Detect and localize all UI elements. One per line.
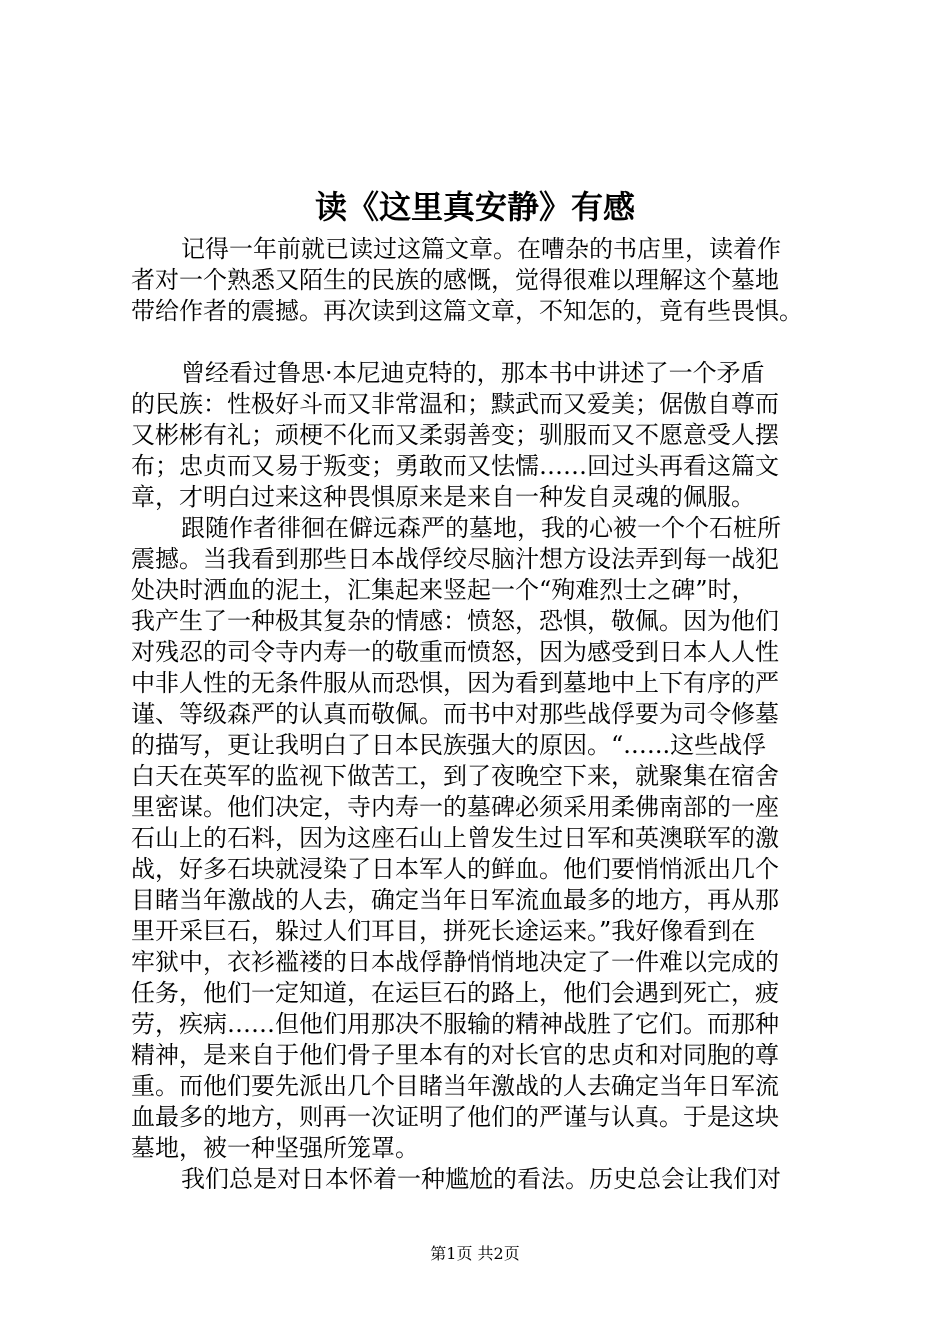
text-line: 又彬彬有礼；顽梗不化而又柔弱善变；驯服而又不愿意受人摆 — [131, 421, 779, 449]
paragraph-gap — [131, 327, 833, 358]
paragraph-1 — [131, 234, 833, 327]
text-line: 谨、等级森严的认真而敬佩。而书中对那些战俘要为司令修墓 — [131, 700, 779, 728]
text-line: 中非人性的无条件服从而恐惧，因为看到墓地中上下有序的严 — [131, 669, 779, 697]
text-line: 我们总是对日本怀着一种尴尬的看法。历史总会让我们对 — [181, 1165, 781, 1193]
text-line: 白天在英军的监视下做苦工，到了夜晚空下来，就聚集在宿舍 — [131, 762, 779, 790]
text-line: 章，才明白过来这种畏惧原来是来自一种发自灵魂的佩服。 — [131, 483, 755, 511]
text-line: 目睹当年激战的人去，确定当年日军流血最多的地方，再从那 — [131, 886, 779, 914]
text-line: 震撼。当我看到那些日本战俘绞尽脑汁想方设法弄到每一战犯 — [131, 545, 779, 573]
text-line: 里开采巨石，躲过人们耳目，拼死长途运来。”我好像看到在 — [131, 917, 756, 945]
text-line: 牢狱中，衣衫褴褛的日本战俘静悄悄地决定了一件难以完成的 — [131, 948, 779, 976]
text-line: 里密谋。他们决定，寺内寿一的墓碑必须采用柔佛南部的一座 — [131, 793, 779, 821]
text-line: 处决时洒血的泥土，汇集起来竖起一个“殉难烈士之碑”时， — [131, 576, 756, 604]
text-line: 重。而他们要先派出几个目睹当年激战的人去确定当年日军流 — [131, 1072, 779, 1100]
paragraph-2 — [131, 358, 833, 513]
text-line: 精神，是来自于他们骨子里本有的对长官的忠贞和对同胞的尊 — [131, 1041, 779, 1069]
paragraph-4 — [131, 1164, 833, 1195]
text-line: 跟随作者徘徊在僻远森严的墓地，我的心被一个个石桩所 — [181, 514, 781, 542]
text-line: 血最多的地方，则再一次证明了他们的严谨与认真。于是这块 — [131, 1103, 779, 1131]
article-body — [131, 234, 833, 1195]
text-line: 任务，他们一定知道，在运巨石的路上，他们会遇到死亡，疲 — [131, 979, 779, 1007]
text-line: 的描写，更让我明白了日本民族强大的原因。“.…..这些战俘 — [131, 731, 767, 759]
text-line: 劳，疾病……但他们用那决不服输的精神战胜了它们。而那种 — [131, 1010, 779, 1038]
page-title: 读《这里真安静》有感 — [314, 188, 635, 226]
text-line: 者对一个熟悉又陌生的民族的感慨，觉得很难以理解这个墓地 — [131, 266, 779, 294]
text-line: 的民族：性极好斗而又非常温和；黩武而又爱美；倨傲自尊而 — [131, 390, 779, 418]
text-line: 我产生了一种极其复杂的情感：愤怒，恐惧，敬佩。因为他们 — [131, 607, 779, 635]
paragraph-3 — [131, 513, 833, 1164]
text-line: 带给作者的震撼。再次读到这篇文章，不知怎的，竟有些畏惧。 — [131, 297, 803, 325]
text-line: 石山上的石料，因为这座石山上曾发生过日军和英澳联军的激 — [131, 824, 779, 852]
page-number-footer: 第1页 共2页 — [430, 1244, 520, 1263]
text-line: 对残忍的司令寺内寿一的敬重而愤怒，因为感受到日本人人性 — [131, 638, 779, 666]
text-line: 墓地，被一种坚强所笼罩。 — [131, 1134, 419, 1162]
text-line: 布；忠贞而又易于叛变；勇敢而又怯懦……回过头再看这篇文 — [131, 452, 779, 480]
text-line: 记得一年前就已读过这篇文章。在嘈杂的书店里，读着作 — [181, 235, 781, 263]
text-line: 战，好多石块就浸染了日本军人的鲜血。他们要悄悄派出几个 — [131, 855, 779, 883]
text-line: 曾经看过鲁思·本尼迪克特的，那本书中讲述了一个矛盾 — [181, 359, 765, 387]
